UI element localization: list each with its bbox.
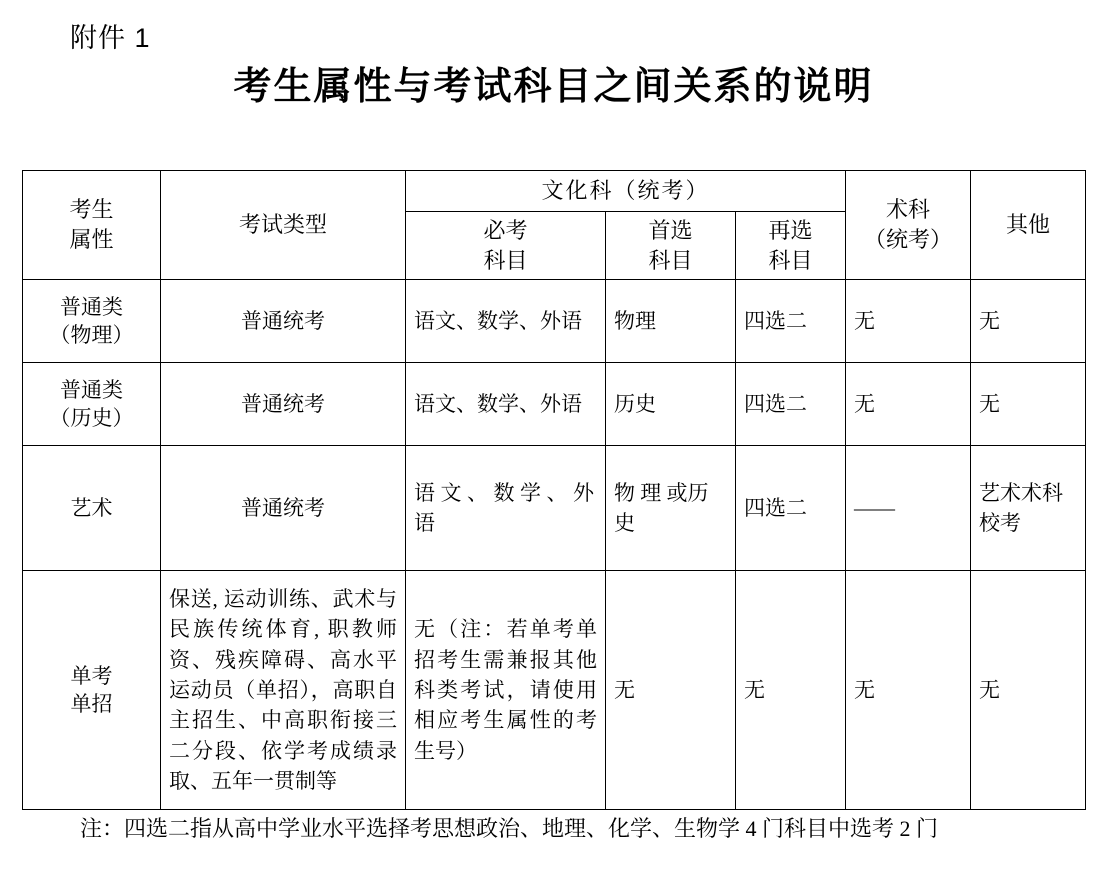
row-attribute-line1: 艺术 [70,496,113,521]
row-second-choice: 四选二 [736,280,846,363]
row-attribute [23,446,161,571]
row-other: 艺术术科校考 [971,446,1086,571]
header-first-choice-line1: 首选 [648,217,693,243]
row-first-choice: 无 [606,571,736,810]
header-second-choice-line1: 再选 [768,217,813,243]
row-second-choice: 四选二 [736,446,846,571]
table-row [23,280,1086,363]
header-culture-group: 文化科（统考） [406,171,846,212]
header-second-choice-line2: 科目 [768,247,813,273]
row-first-choice: 物 理 或历史 [606,446,736,571]
row-first-choice: 物理 [606,280,736,363]
row-attribute [23,363,161,446]
header-other: 其他 [971,171,1086,280]
header-exam-type: 考试类型 [161,171,406,280]
row-exam-type: 普通统考 [161,446,406,571]
row-art-subject: 无 [846,363,971,446]
header-art-subject-line2: （统考） [863,227,952,253]
header-required-subjects [406,211,606,279]
row-exam-type: 普通统考 [161,363,406,446]
row-exam-type: 保送, 运动训练、武术与民族传统体育, 职教师资、残疾障碍、高水平运动员（单招），高职自主招生、中高职衔接三二分段、依学考成绩录取、五年一贯制等 [161,571,406,810]
row-required-subjects: 无（注：若单考单招考生需兼报其他科类考试，请使用相应考生属性的考生号） [406,571,606,810]
header-candidate-attribute-line1: 考生 [69,197,114,223]
row-attribute [23,571,161,810]
row-exam-type: 普通统考 [161,280,406,363]
row-attribute-line2: （历史） [49,406,134,431]
table-header-row-1 [23,171,1086,212]
row-attribute-line1: 普通类 [60,377,123,402]
row-other: 无 [971,280,1086,363]
row-required-subjects: 语文、数学、外语 [406,363,606,446]
header-first-choice [606,211,736,279]
row-art-subject: 无 [846,280,971,363]
attachment-label: 附件 1 [70,23,151,53]
table-footnote [58,812,1088,845]
header-candidate-attribute [23,171,161,280]
page-title: 考生属性与考试科目之间关系的说明 [233,66,874,108]
row-other: 无 [971,363,1086,446]
row-second-choice: 无 [736,571,846,810]
row-art-subject: 无 [846,571,971,810]
header-second-choice [736,211,846,279]
row-attribute [23,280,161,363]
table-row [23,363,1086,446]
header-art-subject [846,171,971,280]
table-footnote-text: 注：四选二指从高中学业水平选择考思想政治、地理、化学、生物学 4 门科目中选考 2 门 [80,816,939,841]
row-required-subjects: 语文、数学、外语 [406,280,606,363]
header-art-subject-line1: 术科 [885,197,930,223]
subject-relation-table [22,170,1086,810]
table-row [23,571,1086,810]
header-required-subjects-line2: 科目 [483,247,528,273]
header-candidate-attribute-line2: 属性 [69,227,114,253]
table-row [23,446,1086,571]
row-attribute-line2: 单招 [70,692,113,717]
row-required-subjects: 语文、数学、外语 [406,446,606,571]
row-attribute-line1: 普通类 [60,294,123,319]
header-first-choice-line2: 科目 [648,247,693,273]
row-first-choice: 历史 [606,363,736,446]
row-other: 无 [971,571,1086,810]
row-attribute-line2: （物理） [49,323,134,348]
header-required-subjects-line1: 必考 [483,217,528,243]
row-art-subject: —— [846,446,971,571]
row-attribute-line1: 单考 [70,663,113,688]
row-second-choice: 四选二 [736,363,846,446]
